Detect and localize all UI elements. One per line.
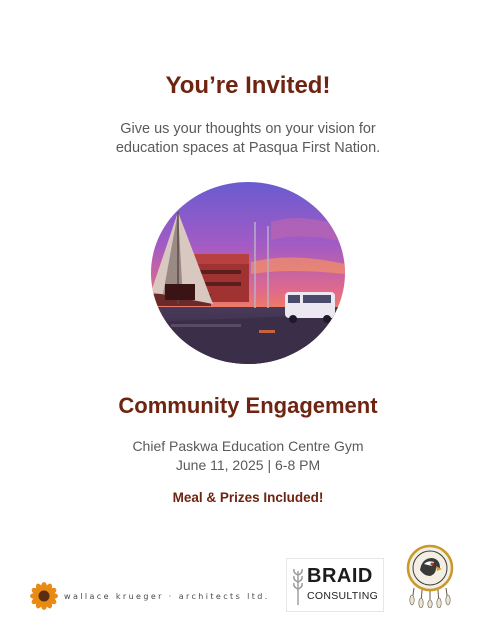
event-date-time: June 11, 2025 | 6-8 PM <box>175 457 321 473</box>
building-sunset-photo <box>151 182 345 364</box>
event-location: Chief Paskwa Education Centre Gym <box>132 438 364 454</box>
eagle-seal-icon <box>406 544 454 608</box>
event-details <box>0 437 496 475</box>
sunflower-icon <box>30 582 58 610</box>
event-heading: Community Engagement <box>118 393 378 418</box>
braid-consulting-logo <box>286 558 384 612</box>
wallace-krueger-logo <box>30 582 270 610</box>
architect-name: wallace krueger · architects ltd. <box>64 591 270 601</box>
invite-subtitle <box>0 120 496 158</box>
subtitle-line-2: education spaces at Pasqua First Nation. <box>115 140 381 156</box>
subtitle-line-1: Give us your thoughts on your vision for <box>120 121 376 137</box>
invite-title: You’re Invited! <box>165 72 331 99</box>
event-note: Meal & Prizes Included! <box>172 490 324 505</box>
consulting-wordmark: CONSULTING <box>307 590 379 602</box>
braid-wordmark: BRAID <box>307 565 373 587</box>
wheat-icon <box>292 567 304 605</box>
pasqua-first-nation-seal <box>406 544 454 613</box>
